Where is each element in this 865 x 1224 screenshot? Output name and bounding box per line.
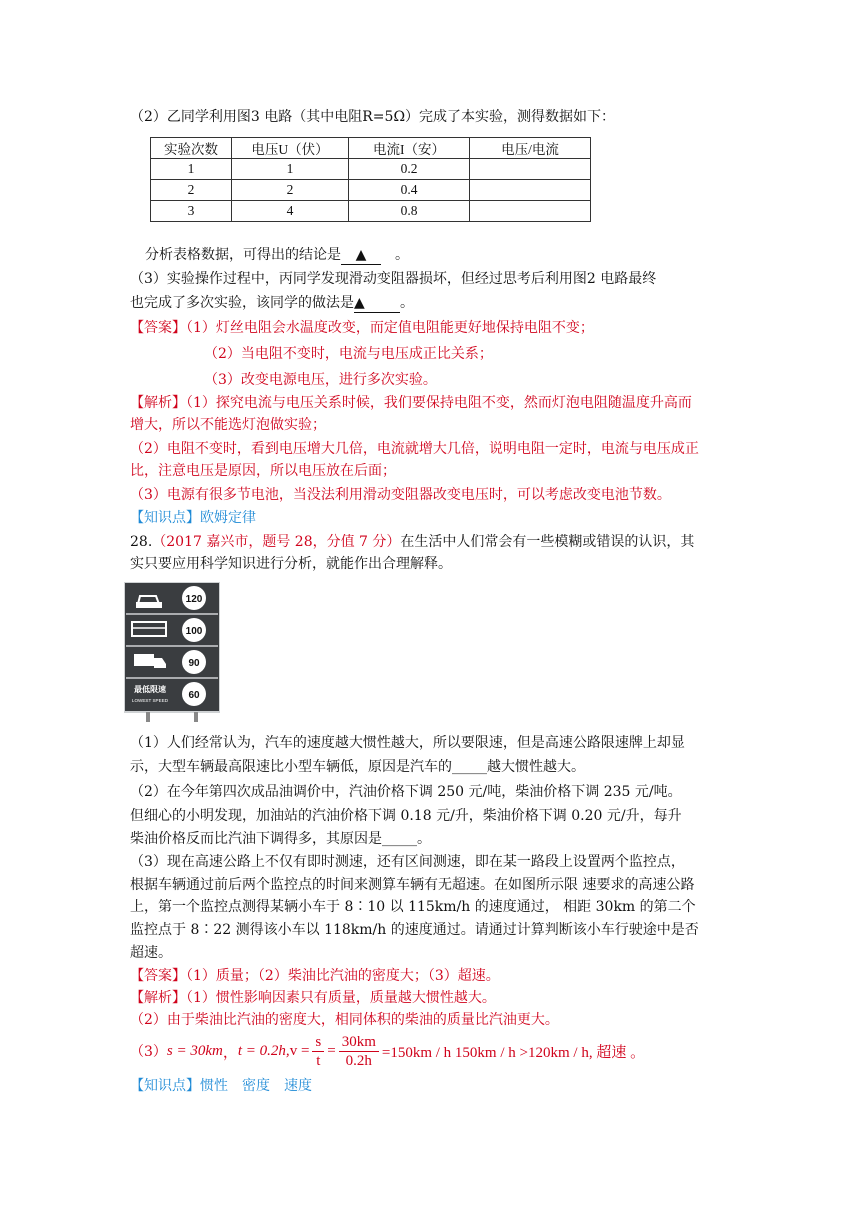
q28-p3-line4: 监控点于 8∶22 测得该小车以 118km/h 的速度通过。请通过计算判断该小车行驶途中是否 — [130, 922, 699, 938]
q28-analysis-2: （2）由于柴油比汽油的密度大，相同体积的柴油的质量比汽油更大。 — [130, 1012, 559, 1028]
table-cell: 3 — [151, 201, 232, 222]
speed-limit-sign — [124, 582, 220, 722]
answer-tag: 【答案】 — [130, 320, 186, 336]
conclusion-end: 。 — [395, 247, 409, 263]
speed-label: 60 — [188, 690, 200, 701]
table-header: 实验次数 — [151, 138, 232, 159]
fraction-s-over-t — [312, 1033, 324, 1070]
table-cell — [470, 201, 591, 222]
conclusion-prompt: 分析表格数据，可得出的结论是 — [145, 247, 341, 263]
q27-part2-intro: （2）乙同学利用图3 电路（其中电阻R=5Ω）完成了本实验，测得数据如下： — [130, 109, 616, 125]
answer-text: （1）灯丝电阻会水温度改变，而定值电阻能更好地保持电阻不变； — [186, 320, 594, 336]
analysis-line-3: （2）电阻不变时，看到电压增大几倍，电流就增大几倍，说明电阻一定时，电流与电压成正 — [130, 441, 699, 457]
q28-intro-1: 在生活中人们常会有一些模糊或错误的认识，其 — [400, 534, 695, 550]
knowledge-tag: 【知识点】 — [130, 510, 200, 526]
table-cell: 2 — [232, 180, 349, 201]
analysis-tag: 【解析】 — [130, 395, 186, 411]
analysis-line-4: 比，注意电压是原因，所以电压放在后面； — [130, 463, 396, 479]
formula-eq: = — [327, 1042, 336, 1059]
table-cell: 2 — [151, 180, 232, 201]
table-header: 电压/电流 — [470, 138, 591, 159]
sign-post — [194, 712, 198, 722]
formula-prefix: （3） — [130, 1044, 167, 1060]
table-cell: 0.2 — [349, 159, 470, 180]
sign-bottom-en: LOWEST SPEED — [131, 698, 169, 703]
q28-p2-line3: 柴油价格反而比汽油下调得多，其原因是_____。 — [130, 831, 431, 847]
fraction-denominator: 0.2h — [345, 1052, 372, 1069]
analysis-text: （1）探究电流与电压关系时候，我们要保持电阻不变，然而灯泡电阻随温度升高而 — [186, 395, 692, 411]
speed-label: 100 — [185, 626, 203, 637]
data-table — [150, 137, 591, 222]
conclusion-blank: ▲ — [341, 246, 381, 265]
answer-line-2: （2）当电阻不变时，电流与电压成正比关系； — [204, 346, 493, 362]
answer-line-1 — [130, 319, 594, 337]
knowledge-text: 惯性 密度 速度 — [200, 1078, 312, 1094]
q28-p3-line3: 上，第一个监控点测得某辆小车于 8∶10 以 115km/h 的速度通过， 相距 30km 的第二个 — [130, 899, 696, 915]
fraction-numerator: s — [312, 1033, 324, 1052]
formula-t: t = 0.2h, — [237, 1042, 290, 1059]
table-cell — [470, 180, 591, 201]
q28-p3-line5: 超速。 — [130, 945, 172, 961]
q27-part3-line2: 也完成了多次实验，该同学的做法是 — [130, 295, 354, 311]
q28-analysis-1: 【解析】（1）惯性影响因素只有质量，质量越大惯性越大。 — [130, 990, 496, 1006]
formula-result: =150km / h 150km / h >120km / h, 超速 。 — [381, 1044, 646, 1061]
table-cell — [470, 159, 591, 180]
q27-part3-line2-wrap — [130, 294, 414, 313]
fraction-denominator: t — [316, 1052, 321, 1069]
knowledge-line-28 — [130, 1077, 312, 1095]
answer-line-3: （3）改变电源电压，进行多次实验。 — [204, 372, 437, 388]
knowledge-line-27 — [130, 509, 256, 527]
q28-intro-2: 实只要应用科学知识进行分析，就能作出合理解释。 — [130, 556, 452, 572]
analysis-line-2: 增大，所以不能选灯泡做实验； — [130, 417, 326, 433]
analysis-line-1 — [130, 394, 692, 412]
table-cell: 4 — [232, 201, 349, 222]
table-row — [151, 180, 591, 201]
formula-s: s = 30km — [166, 1042, 223, 1059]
speed-formula: （3） s = 30km ， t = 0.2h, v = $\frac{s}{t}$ = $\frac{30km}{0.2h}$ =150km / h 150km / h >120km / h, 超速 。 — [130, 1033, 646, 1069]
question-number: 28. — [130, 534, 153, 550]
q28-p1-line1: （1）人们经常认为，汽车的速度越大惯性越大，所以要限速，但是高速公路限速牌上却显 — [130, 735, 685, 751]
table-cell: 1 — [232, 159, 349, 180]
speed-label: 90 — [188, 658, 200, 669]
table-row — [151, 201, 591, 222]
sign-bottom-cn: 最低限速 — [134, 685, 166, 694]
knowledge-text: 欧姆定律 — [200, 510, 256, 526]
table-cell: 0.4 — [349, 180, 470, 201]
knowledge-tag: 【知识点】 — [130, 1078, 200, 1094]
q27-part3-line1: （3）实验操作过程中，丙同学发现滑动变阻器损坏，但经过思考后利用图2 电路最终 — [130, 271, 657, 287]
q28-header — [130, 533, 694, 551]
speed-label: 120 — [185, 594, 203, 605]
question-source: （2017 嘉兴市，题号 28，分值 7 分） — [152, 534, 401, 550]
table-row — [151, 159, 591, 180]
formula-v: v = — [289, 1042, 310, 1059]
table-header-row — [151, 138, 591, 159]
q28-p3-line1: （3）现在高速公路上不仅有即时测速，还有区间测速，即在某一路段上设置两个监控点， — [130, 854, 685, 870]
q28-p2-line1: （2）在今年第四次成品油调价中，汽油价格下调 250 元/吨，柴油价格下调 235 元/吨。 — [130, 784, 682, 800]
q28-p2-line2: 但细心的小明发现，加油站的汽油价格下调 0.18 元/升，柴油价格下调 0.20 元/升，每升 — [130, 808, 682, 824]
table-cell: 0.8 — [349, 201, 470, 222]
part3-blank: ▲ — [354, 294, 400, 313]
fraction-values — [339, 1033, 379, 1070]
analysis-line-5: （3）电源有很多节电池，当没法利用滑动变阻器改变电压时，可以考虑改变电池节数。 — [130, 487, 671, 503]
table-header: 电流I（安） — [349, 138, 470, 159]
fraction-numerator: 30km — [339, 1033, 379, 1052]
part3-end: 。 — [400, 295, 414, 311]
conclusion-line — [145, 246, 409, 265]
sign-post — [146, 712, 150, 722]
table-cell: 1 — [151, 159, 232, 180]
q28-p3-line2: 根据车辆通过前后两个监控点的时间来测算车辆有无超速。在如图所示限 速要求的高速公路 — [130, 877, 695, 893]
table-header: 电压U（伏） — [232, 138, 349, 159]
q28-p1-line2: 示，大型车辆最高限速比小型车辆低，原因是汽车的_____越大惯性越大。 — [130, 759, 585, 775]
q28-answer: 【答案】（1）质量；（2）柴油比汽油的密度大；（3）超速。 — [130, 968, 500, 984]
